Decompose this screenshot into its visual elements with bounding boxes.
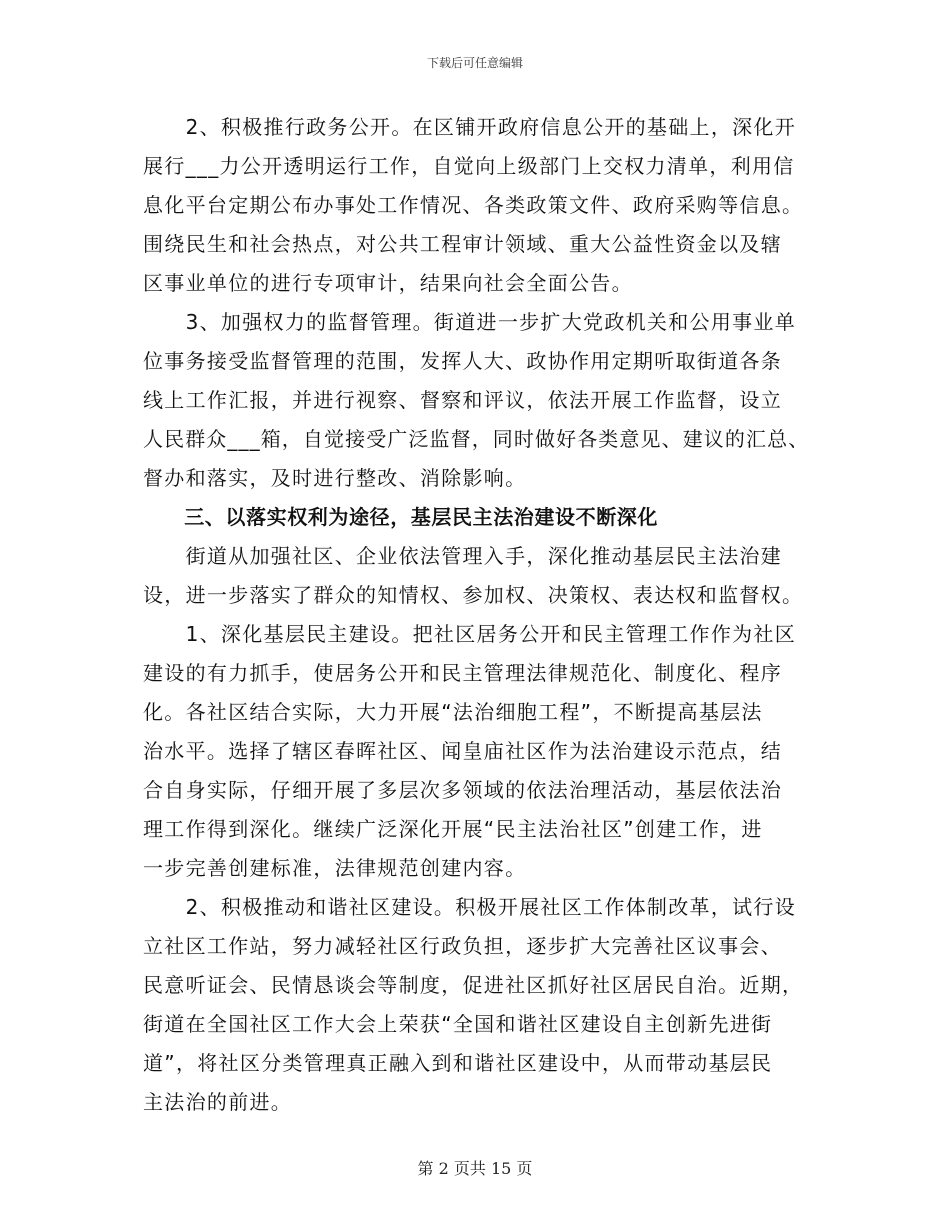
- text-line: 化。各社区结合实际，大力开展“法治细胞工程”，不断提高基层法: [143, 700, 763, 724]
- text-line: 民意听证会、民情恳谈会等制度，促进社区抓好社区居民自治。近期，: [143, 973, 804, 997]
- text-line: 主法治的前进。: [143, 1090, 293, 1114]
- text-line: 围绕民生和社会热点，对公共工程审计领域、重大公益性资金以及辖: [143, 232, 782, 256]
- page-footer: 第 2 页共 15 页: [417, 1159, 533, 1178]
- text-line: 展行___力公开透明运行工作，自觉向上级部门上交权力清单，利用信: [143, 154, 795, 178]
- text-line: 街道从加强社区、企业依法管理入手，深化推动基层民主法治建: [143, 544, 782, 568]
- text-line: 建设的有力抓手，使居务公开和民主管理法律规范化、制度化、程序: [143, 661, 782, 685]
- text-line: 区事业单位的进行专项审计，结果向社会全面公告。: [143, 271, 633, 295]
- text-line: 理工作得到深化。继续广泛深化开展“民主法治社区”创建工作，进: [143, 817, 763, 841]
- text-line: 人民群众___箱，自觉接受广泛监督，同时做好各类意见、建议的汇总、: [143, 427, 810, 451]
- text-line: 线上工作汇报，并进行视察、督察和评议，依法开展工作监督，设立: [143, 388, 782, 412]
- text-line: 治水平。选择了辖区春晖社区、闻皇庙社区作为法治建设示范点，结: [143, 739, 782, 763]
- text-line: 一步完善创建标准，法律规范创建内容。: [143, 856, 527, 880]
- text-line: 立社区工作站，努力减轻社区行政负担，逐步扩大完善社区议事会、: [143, 934, 782, 958]
- text-line: 合自身实际，仔细开展了多层次多领域的依法治理活动，基层依法治: [143, 778, 782, 802]
- document-body: [143, 108, 815, 1122]
- text-line: 3、加强权力的监督管理。街道进一步扩大党政机关和公用事业单: [143, 310, 797, 334]
- text-line: 街道在全国社区工作大会上荣获“全国和谐社区建设自主创新先进街: [143, 1012, 773, 1036]
- text-line: 息化平台定期公布办事处工作情况、各类政策文件、政府采购等信息。: [143, 193, 804, 217]
- text-line: 位事务接受监督管理的范围，发挥人大、政协作用定期听取街道各条: [143, 349, 782, 373]
- text-line: 设，进一步落实了群众的知情权、参加权、决策权、表达权和监督权。: [143, 583, 804, 607]
- text-line: 1、深化基层民主建设。把社区居务公开和民主管理工作作为社区: [143, 622, 797, 646]
- text-line: 2、积极推动和谐社区建设。积极开展社区工作体制改革，试行设: [143, 895, 797, 919]
- text-line: 督办和落实，及时进行整改、消除影响。: [143, 466, 527, 490]
- text-line: 2、积极推行政务公开。在区铺开政府信息公开的基础上，深化开: [143, 115, 797, 139]
- section-heading: 三、以落实权利为途径，基层民主法治建设不断深化: [143, 505, 658, 529]
- page-header: 下载后可任意编辑: [426, 56, 523, 70]
- text-line: 道”，将社区分类管理真正融入到和谐社区建设中，从而带动基层民: [143, 1051, 773, 1075]
